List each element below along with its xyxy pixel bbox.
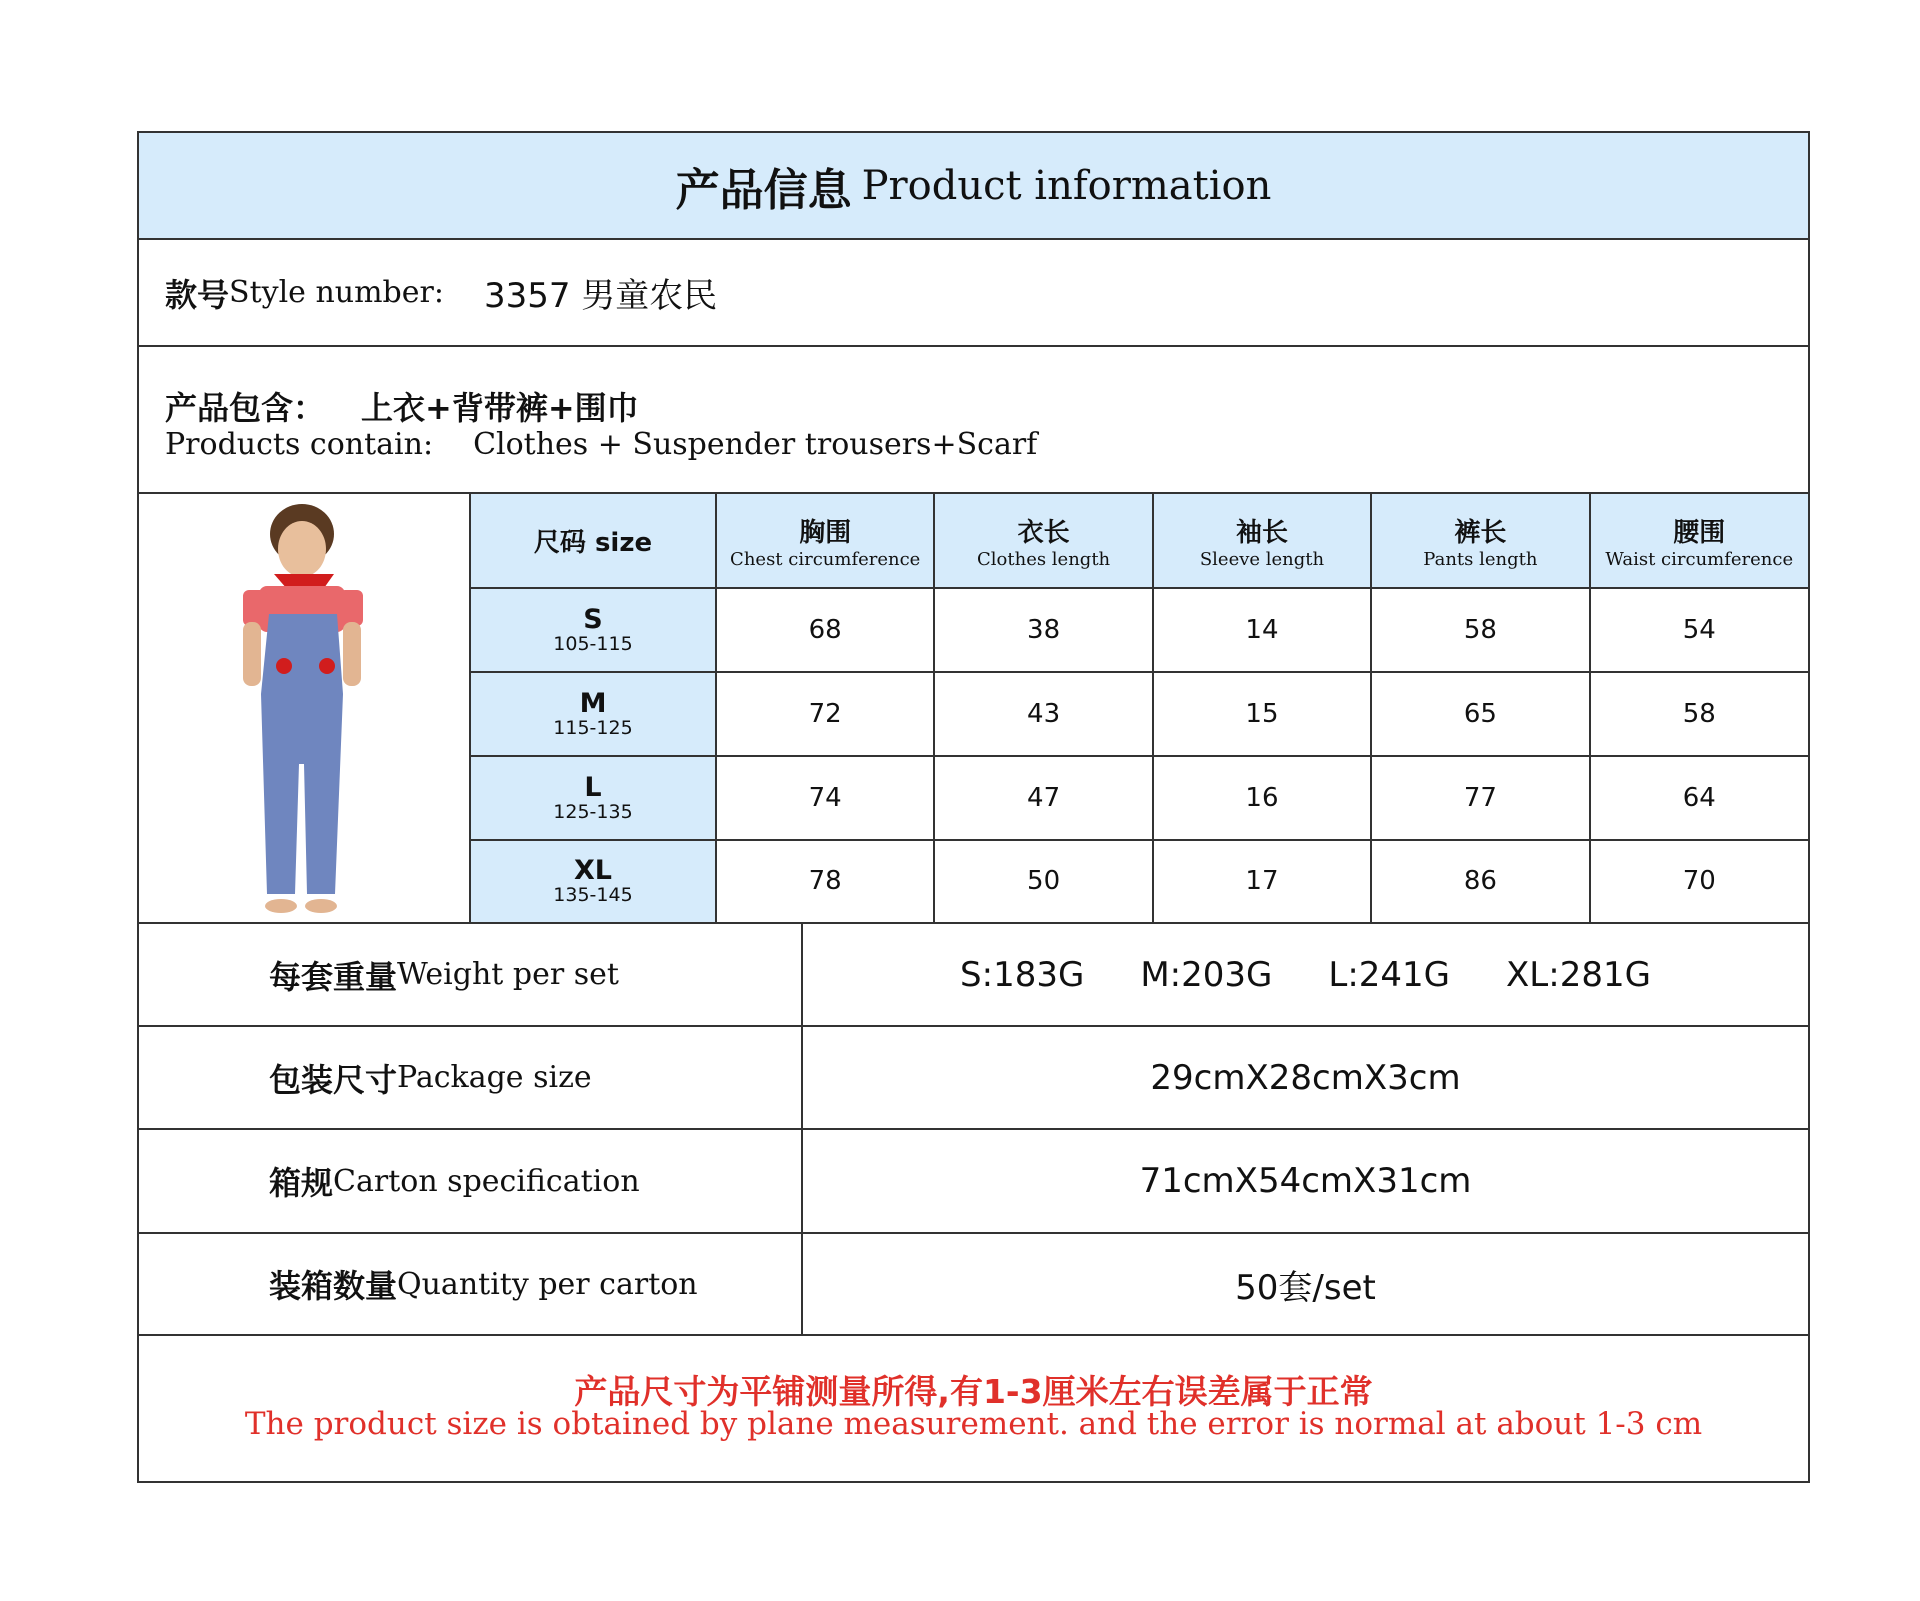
table-row xyxy=(471,756,1808,840)
quantity-row xyxy=(139,1234,1808,1336)
value-cell: 72 xyxy=(716,672,934,756)
style-value: 3357 男童农民 xyxy=(483,276,718,316)
style-number-row xyxy=(139,240,1808,347)
package-value: 29cmX28cmX3cm xyxy=(1150,1057,1461,1098)
carton-row xyxy=(139,1130,1808,1234)
value-cell: 70 xyxy=(1590,840,1808,922)
value-cell: 77 xyxy=(1371,756,1589,840)
size-table xyxy=(471,494,1808,922)
value-cell: 68 xyxy=(716,588,934,672)
table-row xyxy=(471,588,1808,672)
weight-s: S:183G xyxy=(960,954,1085,995)
table-row xyxy=(471,840,1808,922)
value-cell: 38 xyxy=(934,588,1152,672)
value-cell: 17 xyxy=(1153,840,1371,922)
title-bar xyxy=(139,133,1808,240)
quantity-label-en: Quantity per carton xyxy=(397,1266,698,1302)
value-cell: 65 xyxy=(1371,672,1589,756)
title-zh: 产品信息 xyxy=(675,164,852,216)
size-section xyxy=(139,494,1808,924)
package-label-en: Package size xyxy=(397,1060,592,1095)
value-cell: 16 xyxy=(1153,756,1371,840)
weight-label-zh: 每套重量 xyxy=(269,957,398,996)
header-chest: 胸围 Chest circumference xyxy=(716,494,934,588)
package-label-zh: 包装尺寸 xyxy=(269,1060,398,1099)
weight-xl: XL:281G xyxy=(1506,954,1651,995)
value-cell: 43 xyxy=(934,672,1152,756)
product-info-sheet xyxy=(137,131,1810,1483)
weight-row xyxy=(139,924,1808,1027)
header-clothes-length: 衣长 Clothes length xyxy=(934,494,1152,588)
size-cell: XL 135-145 xyxy=(471,840,716,922)
weight-label-en: Weight per set xyxy=(397,957,619,992)
weight-m: M:203G xyxy=(1140,954,1273,995)
note-zh: 产品尺寸为平铺测量所得,有1-3厘米左右误差属于正常 xyxy=(574,1372,1373,1411)
value-cell: 74 xyxy=(716,756,934,840)
measurement-note xyxy=(139,1336,1808,1483)
size-cell: M 115-125 xyxy=(471,672,716,756)
contain-label-zh: 产品包含： xyxy=(165,389,326,427)
size-cell: S 105-115 xyxy=(471,588,716,672)
product-photo xyxy=(139,494,471,922)
carton-value: 71cmX54cmX31cm xyxy=(1139,1161,1472,1201)
value-cell: 58 xyxy=(1371,588,1589,672)
size-table-header xyxy=(471,494,1808,588)
value-cell: 64 xyxy=(1590,756,1808,840)
value-cell: 50 xyxy=(934,840,1152,922)
contents-row xyxy=(139,347,1808,494)
value-cell: 47 xyxy=(934,756,1152,840)
header-size: 尺码 size xyxy=(471,494,716,588)
style-label-en: Style number: xyxy=(229,275,444,310)
header-waist: 腰围 Waist circumference xyxy=(1590,494,1808,588)
contain-label-en: Products contain: xyxy=(165,427,434,462)
value-cell: 58 xyxy=(1590,672,1808,756)
style-label-zh: 款号 xyxy=(165,275,230,314)
note-en: The product size is obtained by plane measurement. and the error is normal at about 1-3 cm xyxy=(244,1406,1703,1442)
size-cell: L 125-135 xyxy=(471,756,716,840)
carton-label-en: Carton specification xyxy=(333,1163,640,1199)
header-sleeve-length: 袖长 Sleeve length xyxy=(1153,494,1371,588)
quantity-label-zh: 装箱数量 xyxy=(269,1267,398,1305)
weight-l: L:241G xyxy=(1328,954,1451,995)
contain-value-en: Clothes + Suspender trousers+Scarf xyxy=(473,427,1038,462)
contain-value-zh: 上衣+背带裤+围巾 xyxy=(361,389,639,427)
weight-values xyxy=(803,924,1808,1025)
title-en: Product information xyxy=(861,162,1272,209)
package-row xyxy=(139,1027,1808,1130)
carton-label-zh: 箱规 xyxy=(269,1164,334,1202)
quantity-value: 50套/set xyxy=(1235,1267,1376,1308)
value-cell: 86 xyxy=(1371,840,1589,922)
table-row xyxy=(471,672,1808,756)
header-pants-length: 裤长 Pants length xyxy=(1371,494,1589,588)
value-cell: 14 xyxy=(1153,588,1371,672)
value-cell: 54 xyxy=(1590,588,1808,672)
value-cell: 78 xyxy=(716,840,934,922)
value-cell: 15 xyxy=(1153,672,1371,756)
